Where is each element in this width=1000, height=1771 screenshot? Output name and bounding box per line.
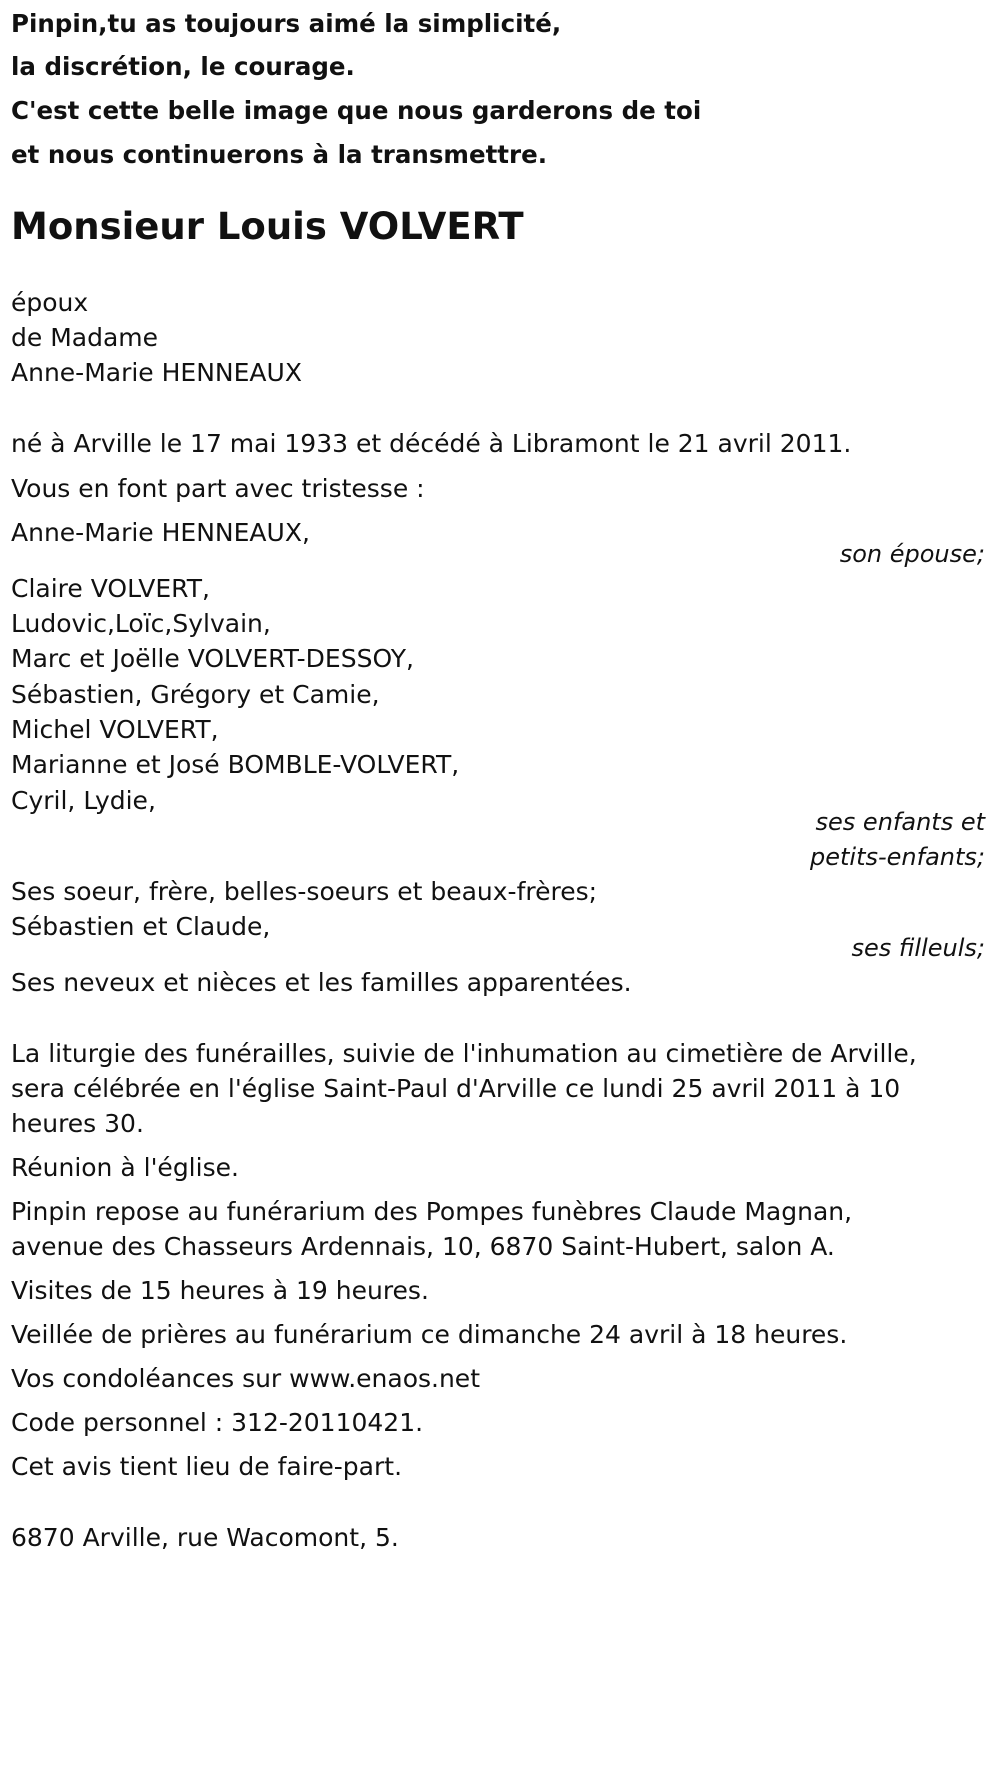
vigil-line: Veillée de prières au funérarium ce dimanche 24 avril à 18 heures. — [11, 1320, 848, 1349]
meeting-line: Réunion à l'église. — [11, 1153, 239, 1182]
godchildren-names: Sébastien et Claude, — [11, 912, 271, 941]
child-line: Marianne et José BOMBLE-VOLVERT, — [11, 750, 460, 779]
child-line: Michel VOLVERT, — [11, 715, 219, 744]
extended-family-line: Ses neveux et nièces et les familles apparentées. — [11, 968, 632, 997]
liturgy-line: heures 30. — [11, 1109, 144, 1138]
child-line: Cyril, Lydie, — [11, 786, 156, 815]
epitaph-line: et nous continuerons à la transmettre. — [11, 140, 548, 169]
spouse-line: époux — [11, 288, 89, 317]
address-line: 6870 Arville, rue Wacomont, 5. — [11, 1523, 399, 1552]
epitaph-line: C'est cette belle image que nous garderons de toi — [11, 96, 702, 125]
funeral-home-line: avenue des Chasseurs Ardennais, 10, 6870 Saint-Hubert, salon A. — [11, 1232, 835, 1261]
godchildren-relation: ses filleuls; — [851, 934, 985, 962]
spouse-name: Anne-Marie HENNEAUX, — [11, 518, 310, 547]
child-line: Ludovic,Loïc,Sylvain, — [11, 609, 271, 638]
code-line: Code personnel : 312-20110421. — [11, 1408, 424, 1437]
notice-line: Cet avis tient lieu de faire-part. — [11, 1452, 403, 1481]
child-line: Claire VOLVERT, — [11, 574, 210, 603]
epitaph-line: la discrétion, le courage. — [11, 52, 355, 81]
child-line: Sébastien, Grégory et Camie, — [11, 680, 380, 709]
funeral-home-line: Pinpin repose au funérarium des Pompes funèbres Claude Magnan, — [11, 1197, 853, 1226]
liturgy-line: sera célébrée en l'église Saint-Paul d'Arville ce lundi 25 avril 2011 à 10 — [11, 1074, 901, 1103]
spouse-line: de Madame — [11, 323, 159, 352]
children-relation: petits-enfants; — [810, 843, 985, 871]
children-relation: ses enfants et — [815, 808, 985, 836]
visits-line: Visites de 15 heures à 19 heures. — [11, 1276, 429, 1305]
announcement-line: Vous en font part avec tristesse : — [11, 474, 425, 503]
epitaph-line: Pinpin,tu as toujours aimé la simplicité, — [11, 9, 562, 38]
spouse-relation: son épouse; — [839, 540, 985, 568]
deceased-name: Monsieur Louis VOLVERT — [11, 205, 524, 248]
liturgy-line: La liturgie des funérailles, suivie de l'inhumation au cimetière de Arville, — [11, 1039, 917, 1068]
child-line: Marc et Joëlle VOLVERT-DESSOY, — [11, 644, 414, 673]
birth-death-line: né à Arville le 17 mai 1933 et décédé à Libramont le 21 avril 2011. — [11, 429, 852, 458]
siblings-line: Ses soeur, frère, belles-soeurs et beaux-frères; — [11, 877, 598, 906]
spouse-line: Anne-Marie HENNEAUX — [11, 358, 302, 387]
condolences-line: Vos condoléances sur www.enaos.net — [11, 1364, 480, 1393]
